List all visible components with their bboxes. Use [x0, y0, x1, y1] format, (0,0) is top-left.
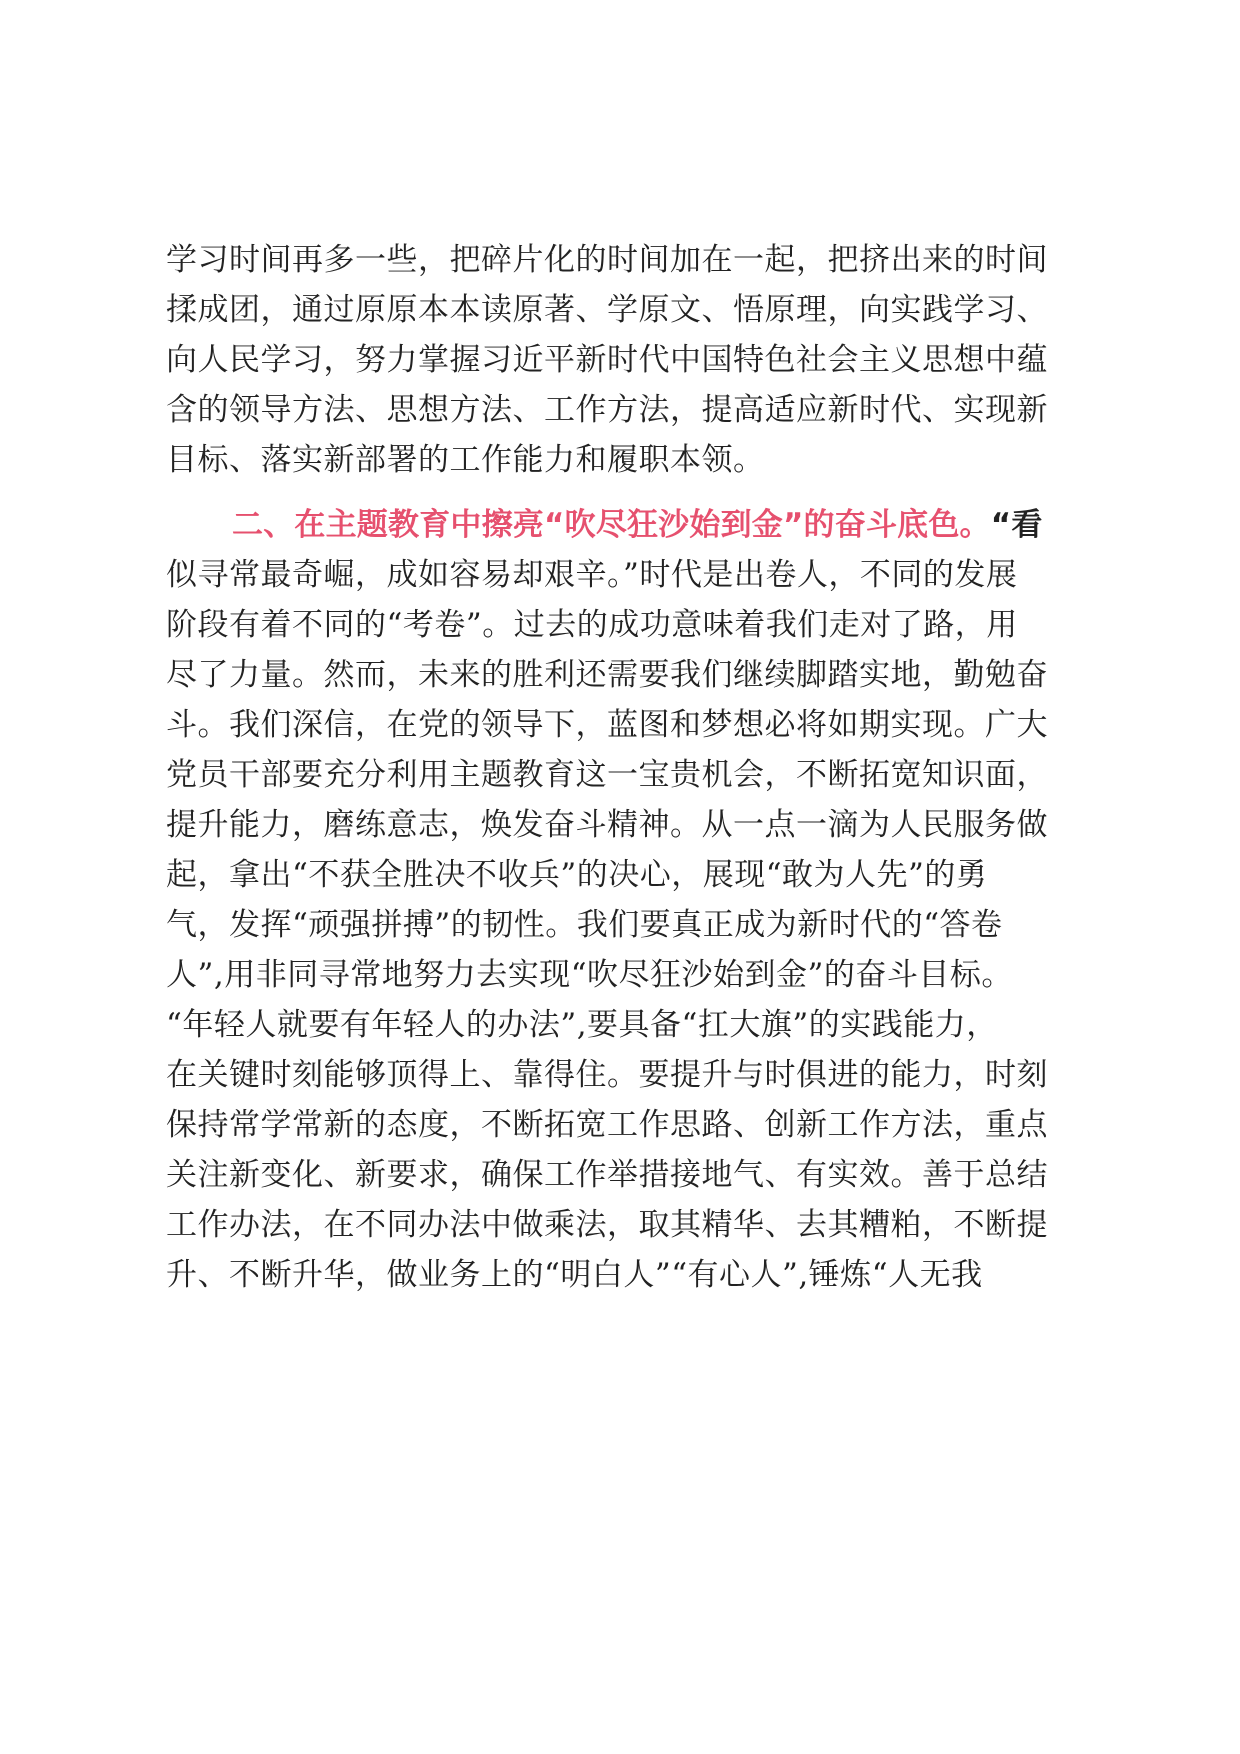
paragraph-1-line-2: 揉成团，通过原原本本读原著、学原文、悟原理，向实践学习、: [166, 292, 1048, 328]
paragraph-2-line-10: “年轻人就要有年轻人的办法”,要具备“扛大旗”的实践能力，: [166, 1007, 998, 1043]
paragraph-2-line-6: 提升能力，磨练意志，焕发奋斗精神。从一点一滴为人民服务做: [166, 807, 1048, 843]
paragraph-2-line-2: 阶段有着不同的“考卷”。过去的成功意味着我们走对了路，用: [166, 607, 1018, 643]
paragraph-2-line-14: 工作办法，在不同办法中做乘法，取其精华、去其糟粕，不断提: [166, 1207, 1048, 1243]
paragraph-2-line-11: 在关键时刻能够顶得上、靠得住。要提升与时俱进的能力，时刻: [166, 1057, 1048, 1093]
paragraph-2-line-8: 气，发挥“顽强拼搏”的韧性。我们要真正成为新时代的“答卷: [166, 907, 1003, 943]
section-heading: 二、在主题教育中擦亮“吹尽狂沙始到金”的奋斗底色。: [232, 507, 991, 543]
paragraph-2-line-3: 尽了力量。然而，未来的胜利还需要我们继续脚踏实地，勤勉奋: [166, 657, 1048, 693]
paragraph-2-line-7: 起，拿出“不获全胜决不收兵”的决心，展现“敢为人先”的勇: [166, 857, 988, 893]
paragraph-1-line-4: 含的领导方法、思想方法、工作方法，提高适应新时代、实现新: [166, 392, 1048, 428]
paragraph-2-line-1: 似寻常最奇崛，成如容易却艰辛。”时代是出卷人，不同的发展: [166, 557, 1018, 593]
paragraph-1-line-3: 向人民学习，努力掌握习近平新时代中国特色社会主义思想中蕴: [166, 342, 1048, 378]
paragraph-1-line-1: 学习时间再多一些，把碎片化的时间加在一起，把挤出来的时间: [166, 242, 1048, 278]
paragraph-2-line-15: 升、不断升华，做业务上的“明白人”“有心人”,锤炼“人无我: [166, 1257, 983, 1293]
paragraph-2-first-line: [232, 505, 1043, 545]
paragraph-2-line-13: 关注新变化、新要求，确保工作举措接地气、有实效。善于总结: [166, 1157, 1048, 1193]
section-heading-quote-start: “看: [990, 507, 1043, 543]
paragraph-2-line-5: 党员干部要充分利用主题教育这一宝贵机会，不断拓宽知识面，: [166, 757, 1048, 793]
paragraph-2-line-9: 人”,用非同寻常地努力去实现“吹尽狂沙始到金”的奋斗目标。: [166, 957, 1013, 993]
paragraph-2-line-4: 斗。我们深信，在党的领导下，蓝图和梦想必将如期实现。广大: [166, 707, 1048, 743]
paragraph-2-line-12: 保持常学常新的态度，不断拓宽工作思路、创新工作方法，重点: [166, 1107, 1048, 1143]
paragraph-1-line-5: 目标、落实新部署的工作能力和履职本领。: [166, 442, 765, 478]
